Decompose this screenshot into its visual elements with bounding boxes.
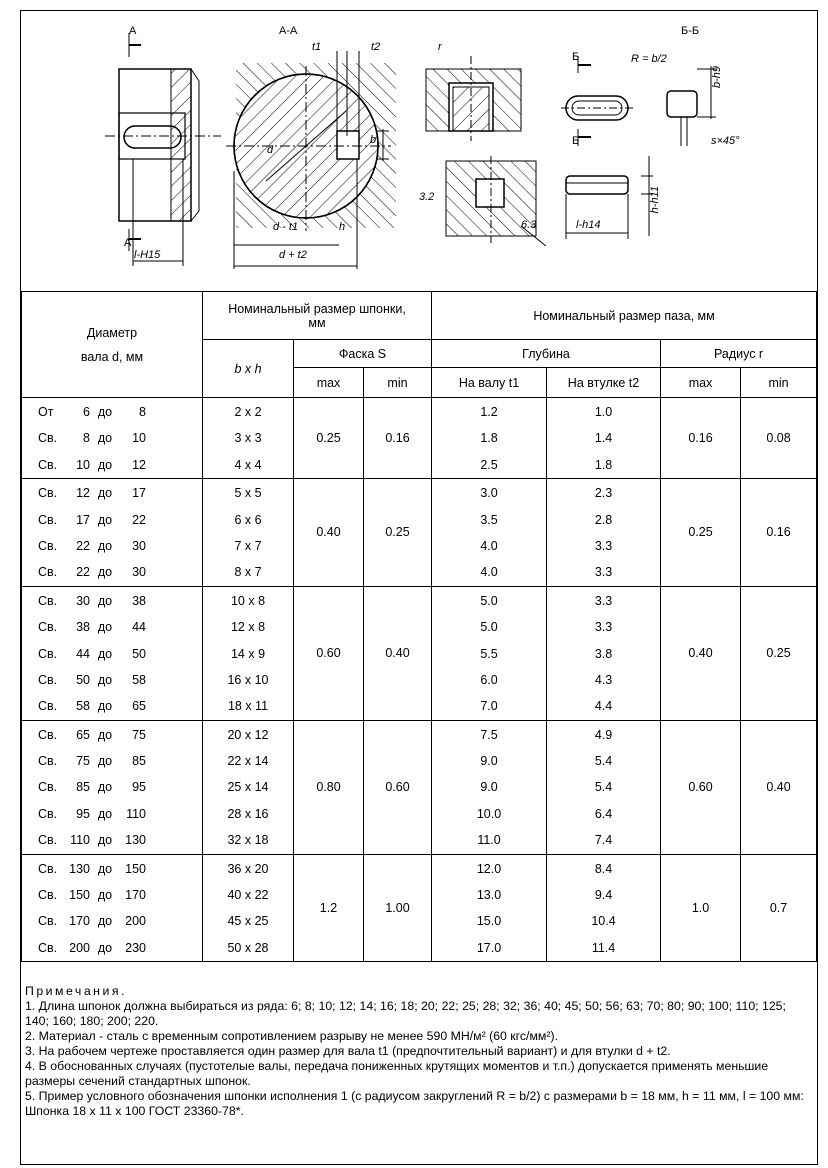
key-size-value: 8 x 7 [234,565,262,580]
diameter-part: 85 [76,780,90,795]
diameter-part: 8 [83,431,90,446]
diameter-part: до [97,486,113,501]
diameter-header [22,292,203,398]
chamfer-max-header: max [294,368,364,398]
diameter-part: Св. [38,457,58,472]
diameter-part: Св. [38,914,58,929]
shaft-depth-value: 7.0 [480,699,498,714]
dim-h: h [339,221,346,233]
cut-b-label-bottom: Б [572,135,580,147]
diameter-part: Св. [38,861,58,876]
diameter-range [22,722,202,748]
key-size-cell [203,398,294,479]
dim-l-h15: l-H15 [134,249,161,261]
hub-depth-value: 3.3 [594,565,613,580]
diameter-part: Св. [38,565,58,580]
hub-depth-cell [547,398,661,479]
hub-depth-value: 1.8 [594,457,613,472]
chamfer-max-cell: 0.60 [294,586,364,720]
shaft-depth-cell [432,398,547,479]
diameter-range [22,425,202,451]
radius-min-cell: 0.08 [741,398,817,479]
diameter-part: до [97,699,113,714]
key-size-value: 2 x 2 [234,405,262,419]
diameter-part: 95 [76,806,90,821]
diameter-part: 38 [76,620,90,635]
diameter-part: до [97,914,113,929]
hub-depth-value: 5.4 [594,780,613,795]
diameter-part: 75 [76,754,90,769]
diameter-part: до [97,806,113,821]
diameter-part: Св. [38,888,58,903]
groove-detail-bottom [446,156,546,246]
radius-max-cell: 0.40 [661,586,741,720]
table-group-row [22,854,817,962]
key-size-value: 32 x 18 [227,833,269,848]
diameter-part: 12 [76,486,90,501]
diameter-part: до [97,940,113,955]
hub-depth-value: 8.4 [594,861,613,876]
diameter-part: до [97,672,113,687]
hub-depth-value: 4.3 [594,672,613,687]
key-size-cell [203,720,294,854]
dim-r: r [438,41,442,53]
spec-table [21,291,817,962]
diameter-part: 58 [76,699,90,714]
diameter-part: 170 [125,888,146,903]
technical-drawing [21,11,816,291]
chamfer-max-cell: 0.25 [294,398,364,479]
diameter-part: до [97,727,113,742]
view-a-label: А [129,25,137,37]
diameter-part: Св. [38,512,58,527]
hub-depth-cell [547,854,661,962]
document-frame [20,10,818,1165]
radius-max-header: max [661,368,741,398]
view-a-label-bottom: А [124,237,132,249]
key-size-value: 3 x 3 [234,431,262,446]
hub-depth-value: 11.4 [591,940,616,955]
diameter-part: 150 [125,861,146,876]
diameter-part: 17 [132,486,146,501]
diameter-part: до [97,620,113,635]
diameter-part: 58 [132,672,146,687]
key-size-value: 12 x 8 [230,620,266,635]
notes-title: Примечания. [25,984,127,998]
diameter-range [22,559,202,585]
hub-depth-cell [547,720,661,854]
hub-depth-value: 3.3 [594,620,613,635]
section-bb-label: Б-Б [681,25,700,37]
key-size-value: 10 x 8 [230,593,266,608]
diameter-part: От [38,405,54,419]
dim-t2: t2 [371,41,381,53]
shaft-depth-cell [432,586,547,720]
chamfer-min-cell: 0.60 [364,720,432,854]
groove-detail-top [426,56,521,141]
hub-depth-value: 1.4 [594,431,613,446]
note-item: 1. Длина шпонок должна выбираться из ряда: 6; 8; 10; 12; 14; 16; 18; 20; 22; 25; 28; 32; 36; 40; 45; 50; 56; 63; 70; 80; 90; 100; 110; 125; 140; 160; 180; 200; 220. [25,999,786,1028]
key-size-value: 6 x 6 [234,512,262,527]
diameter-part: до [97,431,113,446]
chamfer-min-header: min [364,368,432,398]
shaft-depth-value: 5.5 [480,646,498,661]
dim-6-3: 6.3 [521,219,537,231]
shaft-side-view [105,33,221,266]
diameter-range [22,856,202,882]
diameter-part: до [97,512,113,527]
diameter-range [22,827,202,853]
key-size-value: 22 x 14 [227,754,269,769]
shaft-depth-cell [432,720,547,854]
shaft-depth-value: 12.0 [476,861,502,876]
diameter-range [22,748,202,774]
diameter-part: до [97,754,113,769]
diameter-part: 44 [132,620,146,635]
key-size-value: 50 x 28 [227,940,269,955]
diameter-part: 6 [83,405,90,419]
diameter-part: 10 [76,457,90,472]
chamfer-min-cell: 0.16 [364,398,432,479]
key-size-cell [203,479,294,587]
radius-min-cell: 0.7 [741,854,817,962]
diameter-part: 50 [132,646,146,661]
diameter-part: до [97,457,113,472]
hub-depth-value: 4.4 [594,699,613,714]
shaft-depth-value: 9.0 [480,754,498,769]
note-item: 3. На рабочем чертеже проставляется один размер для вала t1 (предпочтительный вариант) и для втулки d + t2. [25,1044,671,1058]
diameter-range [22,452,202,478]
key-size-value: 36 x 20 [227,861,269,876]
shaft-depth-value: 9.0 [480,780,498,795]
chamfer-min-cell: 1.00 [364,854,432,962]
diameter-part: 22 [76,538,90,553]
diameter-part: 75 [132,727,146,742]
shaft-depth-value: 5.0 [480,620,498,635]
diameter-range [22,507,202,533]
shaft-depth-value: 11.0 [477,833,501,848]
diameter-part: 130 [125,833,146,848]
diameter-part: Св. [38,486,58,501]
table-group-row [22,398,817,479]
hub-depth-value: 3.3 [594,593,613,608]
key-size-value: 4 x 4 [234,457,262,472]
table-group-row [22,586,817,720]
shaft-depth-value: 1.8 [480,431,498,446]
key-size-value: 14 x 9 [230,646,266,661]
cut-b-label-top: Б [572,51,580,63]
diameter-cell [22,479,203,587]
chamfer-min-cell: 0.25 [364,479,432,587]
dim-t1: t1 [312,41,322,53]
dim-b: b [370,134,377,146]
radius-max-cell: 0.60 [661,720,741,854]
hub-depth-value: 6.4 [594,806,613,821]
dim-d-minus-t1: d - t1 [273,221,299,233]
diameter-part: до [97,888,113,903]
diameter-range [22,614,202,640]
diameter-header-line2: вала d, мм [80,349,144,364]
shaft-depth-value: 13.0 [476,888,502,903]
diameter-part: 230 [125,940,146,955]
hub-depth-value: 3.8 [594,646,613,661]
diameter-part: 110 [126,806,146,821]
diameter-part: Св. [38,672,58,687]
hub-depth-value: 1.0 [594,405,613,419]
shaft-depth-value: 4.0 [480,538,498,553]
dim-h-h11: h-h11 [649,186,661,214]
hub-depth-value: 5.4 [594,754,613,769]
diameter-part: 150 [69,888,90,903]
section-bb [561,56,716,239]
radius-max-cell: 1.0 [661,854,741,962]
hub-depth-value: 3.3 [594,538,613,553]
shaft-depth-value: 17.0 [476,940,502,955]
diameter-range [22,882,202,908]
diameter-part: Св. [38,620,58,635]
diameter-part: 50 [76,672,90,687]
diameter-part: до [97,780,113,795]
diameter-range [22,801,202,827]
diameter-range [22,641,202,667]
diameter-part: Св. [38,538,58,553]
diameter-cell [22,720,203,854]
diameter-range [22,693,202,719]
diameter-part: Св. [38,806,58,821]
diameter-cell [22,854,203,962]
diameter-part: 65 [76,727,90,742]
key-nominal-header: Номинальный размер шпонки, мм [203,292,432,340]
diameter-part: 8 [139,405,146,419]
shaft-depth-cell [432,479,547,587]
diameter-part: 30 [132,565,146,580]
radius-max-cell: 0.16 [661,398,741,479]
radius-min-cell: 0.25 [741,586,817,720]
diameter-range [22,480,202,506]
notes-section [25,984,813,1119]
section-aa-label: А-А [279,25,298,37]
note-item: 2. Материал - сталь с временным сопротивлением разрыву не менее 590 МН/м² (60 кгс/мм²). [25,1029,558,1043]
diameter-part: 95 [132,780,146,795]
bxh-header: b x h [203,340,294,398]
diameter-part: 65 [132,699,146,714]
note-item: 5. Пример условного обозначения шпонки исполнения 1 (с радиусом закруглений R = b/2) с размерами b = 18 мм, h = 11 мм, l = 100 мм: Шпонка 18 x 11 x 100 ГОСТ 23360-78*. [25,1089,804,1118]
diameter-part: до [97,593,113,608]
shaft-depth-value: 7.5 [480,727,498,742]
section-aa [226,51,396,269]
radius-header: Радиус r [661,340,817,368]
dim-b-h9: b-h9 [711,66,723,89]
note-item: 4. В обоснованных случаях (пустотелые валы, передача пониженных крутящих моментов и т.п.) допускается применять меньшие размеры сечений стандартных шпонок. [25,1059,769,1088]
diameter-part: до [97,405,113,419]
diameter-range [22,935,202,961]
radius-min-cell: 0.16 [741,479,817,587]
radius-min-header: min [741,368,817,398]
chamfer-header: Фаска S [294,340,432,368]
depth-header: Глубина [432,340,661,368]
shaft-depth-value: 2.5 [480,457,498,472]
hub-depth-value: 2.8 [594,512,613,527]
diameter-part: 30 [76,593,90,608]
diameter-part: 44 [76,646,90,661]
dim-d: d [267,144,274,156]
diameter-part: 85 [132,754,146,769]
diameter-part: 170 [69,914,90,929]
diameter-header-line1: Диаметр [86,325,138,340]
hub-depth-value: 2.3 [594,486,613,501]
diameter-part: 110 [70,833,90,848]
dim-d-plus-t2: d + t2 [279,249,307,261]
diameter-range [22,533,202,559]
diameter-part: 200 [125,914,146,929]
diameter-part: Св. [38,727,58,742]
diameter-part: 10 [132,431,146,446]
shaft-depth-header: На валу t1 [432,368,547,398]
chamfer-max-cell: 0.80 [294,720,364,854]
chamfer-min-cell: 0.40 [364,586,432,720]
hub-depth-header: На втулке t2 [547,368,661,398]
hub-depth-value: 10.4 [591,914,616,929]
diameter-part: 200 [69,940,90,955]
diameter-part: Св. [38,431,58,446]
hub-depth-value: 9.4 [594,888,613,903]
diameter-part: Св. [38,780,58,795]
diameter-range [22,774,202,800]
diameter-part: Св. [38,754,58,769]
diameter-part: 38 [132,593,146,608]
diameter-part: 30 [132,538,146,553]
key-size-value: 18 x 11 [227,699,269,714]
shaft-depth-value: 3.0 [480,486,498,501]
hub-depth-cell [547,586,661,720]
diameter-part: до [97,833,113,848]
diameter-part: Св. [38,699,58,714]
diameter-part: до [97,646,113,661]
hub-depth-value: 7.4 [594,833,613,848]
table-group-row [22,479,817,587]
diameter-part: 12 [132,457,146,472]
key-size-cell [203,854,294,962]
diameter-part: 130 [69,861,90,876]
diameter-range [22,399,202,425]
shaft-depth-value: 15.0 [476,914,502,929]
key-size-value: 28 x 16 [227,806,269,821]
key-size-value: 45 x 25 [227,914,269,929]
diameter-part: 22 [132,512,146,527]
dim-3-2: 3.2 [419,191,435,203]
diameter-range [22,667,202,693]
table-body [22,398,817,962]
table-group-row [22,720,817,854]
shaft-depth-value: 3.5 [480,512,498,527]
key-size-value: 7 x 7 [234,538,262,553]
shaft-depth-value: 6.0 [480,672,498,687]
diameter-range [22,908,202,934]
shaft-depth-value: 5.0 [480,593,498,608]
diameter-cell [22,586,203,720]
diameter-part: Св. [38,940,58,955]
hub-depth-cell [547,479,661,587]
radius-max-cell: 0.25 [661,479,741,587]
shaft-depth-value: 10.0 [476,806,502,821]
diameter-part: до [97,538,113,553]
diameter-part: Св. [38,833,58,848]
key-size-value: 5 x 5 [234,486,262,501]
key-size-cell [203,586,294,720]
dim-r-eq: R = b/2 [631,53,667,65]
key-size-value: 40 x 22 [227,888,269,903]
groove-nominal-header: Номинальный размер паза, мм [432,292,817,340]
diameter-part: Св. [38,646,58,661]
key-size-value: 16 x 10 [227,672,269,687]
diameter-part: 17 [76,512,90,527]
diameter-cell [22,398,203,479]
chamfer-max-cell: 0.40 [294,479,364,587]
diameter-part: Св. [38,593,58,608]
key-size-value: 20 x 12 [227,727,269,742]
dim-s45: s×45° [711,135,740,147]
shaft-depth-cell [432,854,547,962]
chamfer-max-cell: 1.2 [294,854,364,962]
diameter-part: 22 [76,565,90,580]
key-size-value: 25 x 14 [227,780,269,795]
diameter-part: до [97,565,113,580]
shaft-depth-value: 4.0 [480,565,498,580]
radius-min-cell: 0.40 [741,720,817,854]
hub-depth-value: 4.9 [594,727,613,742]
dim-l-h14: l-h14 [576,219,601,231]
shaft-depth-value: 1.2 [480,405,498,419]
diameter-part: до [97,861,113,876]
diameter-range [22,588,202,614]
